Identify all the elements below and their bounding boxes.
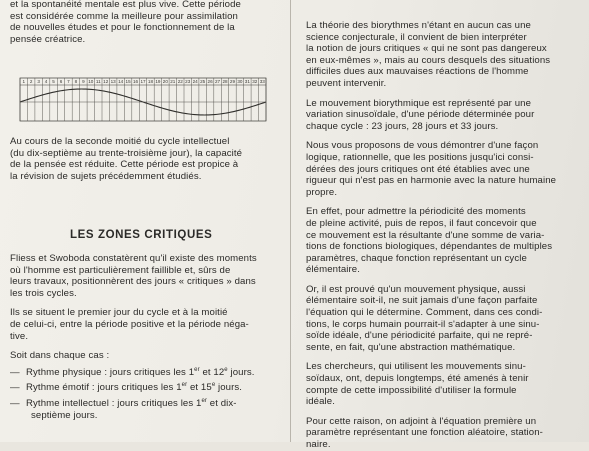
day-label: 30 bbox=[237, 79, 243, 85]
text-line: est considérée comme la meilleure pour assimilation bbox=[10, 10, 238, 22]
text-line: chaque cycle : 23 jours, 28 jours et 33 jours. bbox=[306, 120, 499, 132]
day-label: 24 bbox=[192, 79, 198, 85]
text-line: tive. bbox=[10, 330, 29, 342]
day-label: 17 bbox=[140, 79, 146, 85]
left-column-lower bbox=[10, 253, 280, 421]
day-label: 15 bbox=[125, 79, 131, 85]
day-label: 10 bbox=[88, 79, 94, 85]
intro-paragraph bbox=[10, 0, 241, 45]
text-line: Au cours de la seconde moitié du cycle intellectuel bbox=[10, 136, 230, 147]
text-line: tions, le corps humain pourrait-il s'adapter à une sinu- bbox=[306, 318, 540, 330]
day-label: 29 bbox=[229, 79, 236, 85]
day-label: 32 bbox=[252, 79, 258, 85]
left-column-body bbox=[10, 136, 280, 182]
text-line: peuvent intervenir. bbox=[306, 77, 387, 89]
text-line: Le mouvement biorythmique est représenté par une bbox=[306, 97, 532, 109]
text-line: propre. bbox=[306, 186, 338, 198]
section-heading: LES ZONES CRITIQUES bbox=[70, 229, 213, 241]
text-line: Fliess et Swoboda constatèrent qu'il existe des moments bbox=[10, 253, 257, 264]
day-label: 11 bbox=[95, 79, 101, 85]
second-half-paragraph bbox=[10, 136, 280, 182]
day-label: 12 bbox=[103, 79, 109, 85]
text-line: l'équation qui le détermine. Comment, dans ces condi- bbox=[306, 307, 543, 319]
day-label: 3 bbox=[37, 79, 40, 85]
list-item-emotional: — Rythme émotif : jours critiques les 1er et 15e jours. bbox=[10, 382, 243, 394]
text-line: élémentaire soit-il, ne suit jamais d'une façon parfaite bbox=[306, 295, 538, 307]
text-line: les trois cycles. bbox=[10, 287, 77, 299]
paragraph-proof bbox=[306, 284, 578, 354]
day-label: 25 bbox=[200, 79, 206, 85]
text-line: rigueur qui n'est pas en harmonie avec la nature humaine bbox=[306, 175, 557, 187]
critical-days-list bbox=[10, 367, 280, 421]
paragraph-proposal bbox=[306, 140, 578, 198]
text-line: paramètre représentant une fonction aléatoire, station- bbox=[306, 427, 543, 439]
text-line: science conjecturale, il convient de bien interpréter bbox=[306, 31, 527, 43]
each-case-line: Soit dans chaque cas : bbox=[10, 350, 110, 362]
day-label: 7 bbox=[67, 79, 70, 85]
day-label: 16 bbox=[132, 79, 139, 85]
day-label: 9 bbox=[82, 79, 85, 85]
text-line: Nous vous proposons de vous démontrer d'une façon bbox=[306, 140, 539, 152]
day-label: 5 bbox=[52, 79, 55, 85]
text-line: tions de fonctions biologiques, dépendantes de multiples bbox=[306, 241, 553, 253]
text-line: soïdaux, ont, depuis longtemps, été amenés à tenir bbox=[306, 373, 529, 385]
text-line: ce mouvement est la résultante d'une somme de varia- bbox=[306, 229, 545, 241]
text-line: de nouvelles études et pour le fonctionnement de la bbox=[10, 22, 235, 34]
paragraph-conclusion bbox=[306, 416, 578, 451]
paragraph-theory bbox=[306, 20, 578, 90]
intellectual-cycle-diagram bbox=[18, 77, 270, 129]
day-label: 33 bbox=[259, 79, 265, 85]
day-label: 21 bbox=[170, 79, 176, 85]
text-line: La théorie des biorythmes n'étant en aucun cas une bbox=[306, 20, 531, 31]
day-label: 6 bbox=[59, 79, 63, 85]
fliess-paragraph bbox=[10, 253, 280, 299]
day-label: 26 bbox=[207, 79, 213, 85]
text-line: difficiles dues aux mauvaises réactions de l'homme bbox=[306, 66, 529, 78]
text-line: pensée créatrice. bbox=[10, 33, 86, 45]
text-line: de la pensée est réduite. Cette période est propice à bbox=[10, 159, 239, 171]
diagram-frame bbox=[20, 78, 266, 121]
situate-paragraph bbox=[10, 307, 280, 342]
day-label: 18 bbox=[147, 79, 154, 85]
day-label: 4 bbox=[44, 79, 48, 85]
day-label: 31 bbox=[244, 79, 250, 85]
list-item-physical: — Rythme physique : jours critiques les 1er et 12e jours. bbox=[10, 366, 255, 378]
paragraph-movement bbox=[306, 98, 578, 133]
text-line: de pleine activité, puis de repos, il faut concevoir que bbox=[306, 217, 537, 229]
day-label: 28 bbox=[222, 79, 228, 85]
text-line: la révision de sujets précédemment étudiés. bbox=[10, 170, 202, 182]
day-label: 22 bbox=[177, 79, 183, 85]
text-line: paramètres, chaque fonction représentant un cycle bbox=[306, 252, 527, 264]
list-item-intellectual: — Rythme intellectuel : jours critiques les 1er et dix- bbox=[10, 397, 237, 409]
text-line: idéale. bbox=[306, 396, 335, 408]
text-line: Or, il est prouvé qu'un mouvement physique, aussi bbox=[306, 283, 526, 295]
text-line: (du dix-septième au trente-troisième jour), la capacité bbox=[10, 147, 243, 159]
text-line: En effet, pour admettre la périodicité des moments bbox=[306, 206, 526, 218]
text-line: compte de cette impossibilité d'utiliser la formule bbox=[306, 384, 517, 396]
day-label: 8 bbox=[74, 79, 78, 85]
text-line: élémentaire. bbox=[306, 264, 360, 276]
day-label: 2 bbox=[29, 79, 33, 85]
day-label: 13 bbox=[110, 79, 116, 85]
day-label: 27 bbox=[214, 79, 221, 85]
text-line: Ils se situent le premier jour du cycle et à la moitié bbox=[10, 307, 228, 319]
text-line: soïde idéale, d'une périodicité parfaite, qui ne repré- bbox=[306, 330, 533, 342]
day-grid bbox=[20, 78, 266, 121]
text-line: en eux-mêmes », mais au cours desquels des situations bbox=[306, 54, 551, 66]
text-line: la notion de jours critiques « qui ne sont pas dangereux bbox=[306, 43, 547, 55]
paragraph-researchers bbox=[306, 361, 578, 407]
column-divider bbox=[290, 0, 291, 442]
text-line: dérées des jours critiques ont été établies avec une bbox=[306, 163, 530, 175]
day-label: 23 bbox=[185, 79, 191, 85]
text-line: de celui-ci, entre la période positive et la période néga- bbox=[10, 318, 249, 330]
day-label: 20 bbox=[162, 79, 168, 85]
day-label: 14 bbox=[118, 79, 124, 85]
paragraph-periodicity bbox=[306, 206, 578, 276]
day-label: 1 bbox=[22, 79, 26, 85]
text-line: Les chercheurs, qui utilisent les mouvements sinu- bbox=[306, 361, 526, 373]
text-line: et la spontanéité mentale est plus vive. Cette période bbox=[10, 0, 241, 10]
list-item-continuation: septième jours. bbox=[31, 409, 98, 421]
text-line: sente, en fait, qu'une abstraction mathématique. bbox=[306, 341, 516, 353]
text-line: naire. bbox=[306, 439, 331, 450]
text-line: où l'homme est particulièrement faillible et, sûrs de bbox=[10, 264, 231, 276]
text-line: variation sinusoïdale, d'une période déterminée pour bbox=[306, 109, 535, 121]
text-line: logique, rationnelle, que les positions jusqu'ici consi- bbox=[306, 151, 534, 163]
text-line: leurs travaux, positionnèrent des jours « critiques » dans bbox=[10, 276, 256, 288]
day-label: 19 bbox=[155, 79, 161, 85]
right-column bbox=[306, 20, 578, 451]
text-line: Pour cette raison, on adjoint à l'équation première un bbox=[306, 415, 537, 427]
